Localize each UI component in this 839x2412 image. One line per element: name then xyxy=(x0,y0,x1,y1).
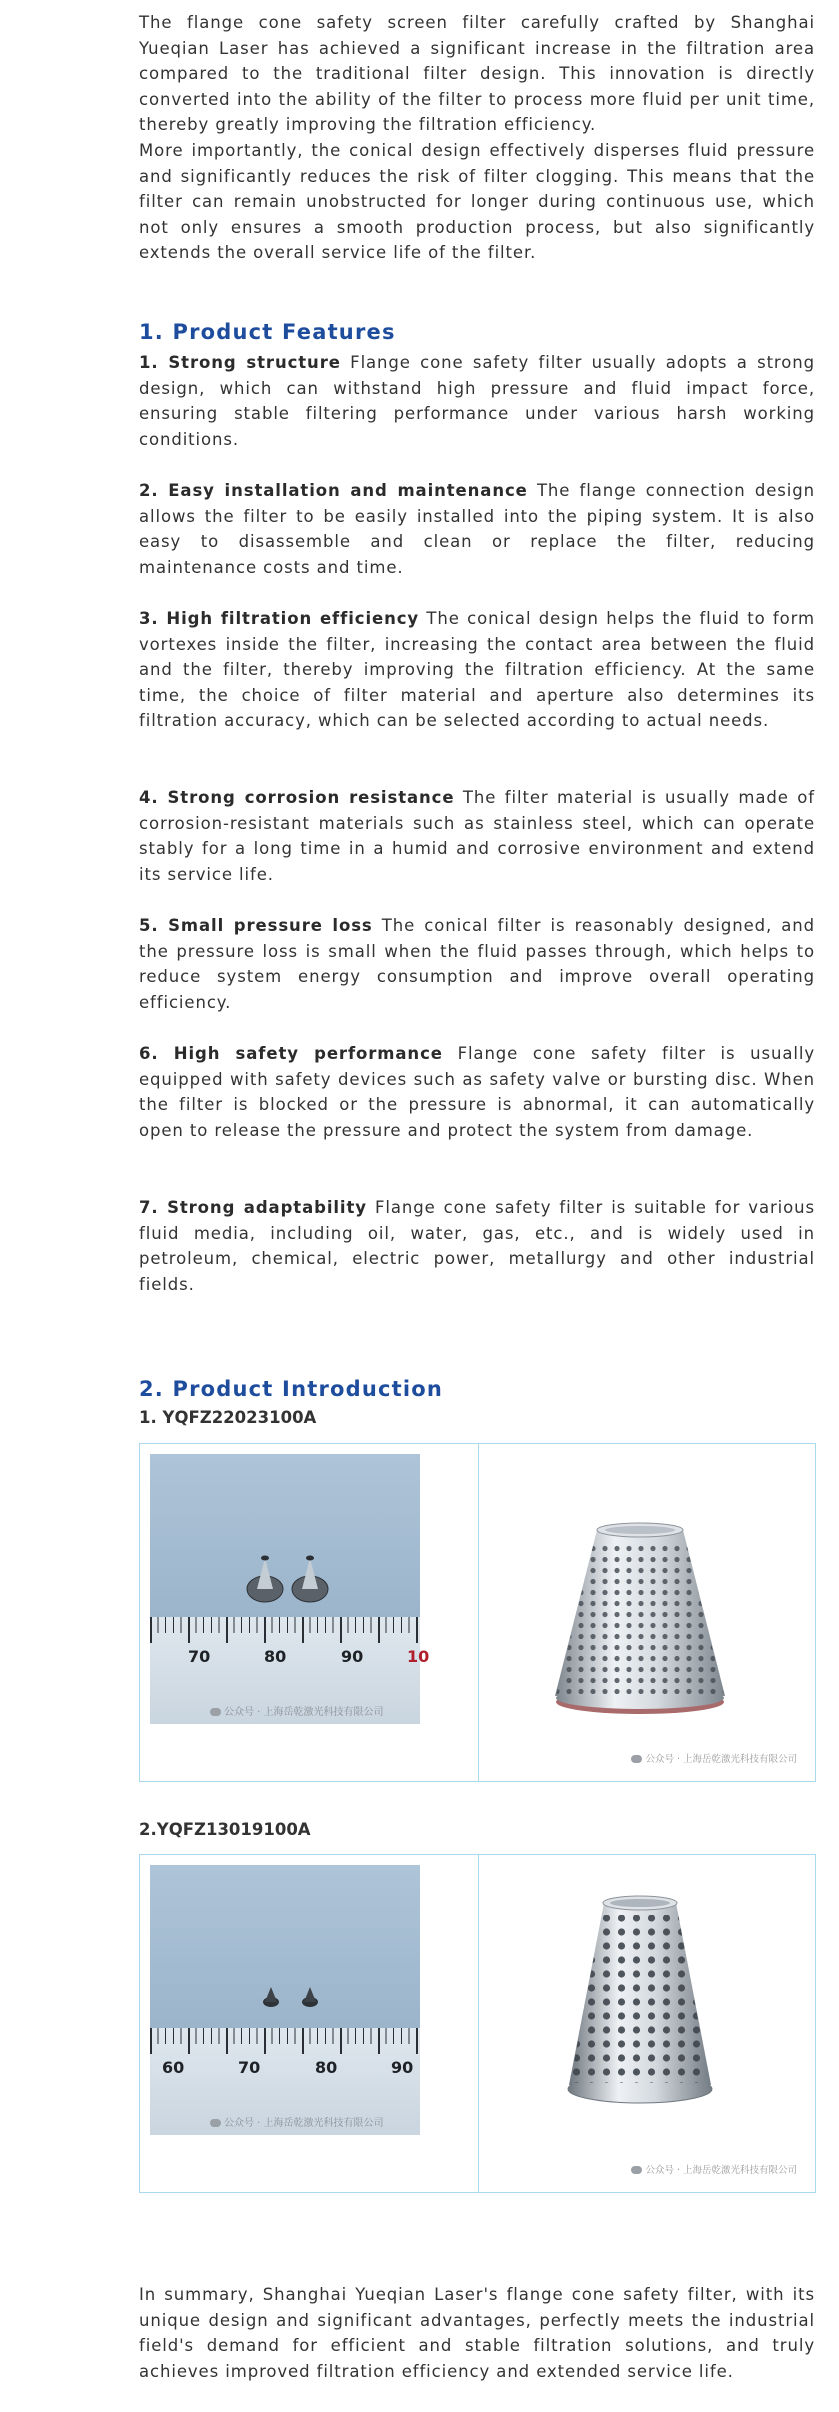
feature-text: The flange connection design allows the filter to be easily installed into the piping system. It is also easy to disassemble and clean or replace the filter, reducing maintenance costs and time. xyxy=(139,481,815,577)
wechat-icon xyxy=(210,1708,221,1716)
feature-title: 5. Small pressure loss xyxy=(139,916,373,935)
features-heading: 1. Product Features xyxy=(139,320,396,344)
product-render-cell xyxy=(478,1444,815,1781)
cone-filter-icon xyxy=(479,1444,816,1781)
feature-text: The conical filter is reasonably designed, and the pressure loss is small when the fluid passes through, which helps to reduce system energy consumption and improve overall operating efficiency. xyxy=(139,916,815,1012)
ruler xyxy=(150,1617,430,1724)
ruler-label: 10 xyxy=(407,1647,430,1666)
watermark: 公众号 · 上海岳乾激光科技有限公司 xyxy=(631,2162,797,2176)
feature-text: Flange cone safety filter is usually equipped with safety devices such as safety valve or bursting disc. When the filter is blocked or the pressure is abnormal, it can automatically open to release the pressure and protect the system from damage. xyxy=(139,1044,815,1140)
feature-text: Flange cone safety filter usually adopts a strong design, which can withstand high pressure and fluid impact force, ensuring stable filtering performance under various harsh working conditions. xyxy=(139,353,815,449)
ruler-label: 60 xyxy=(162,2058,185,2077)
product-render-cell xyxy=(478,1855,815,2192)
ruler-label: 90 xyxy=(341,1647,364,1666)
feature-title: 3. High filtration efficiency xyxy=(139,609,420,628)
watermark: 公众号 · 上海岳乾激光科技有限公司 xyxy=(210,1703,384,1718)
watermark: 公众号 · 上海岳乾激光科技有限公司 xyxy=(631,1751,797,1765)
product-model: 2.YQFZ13019100A xyxy=(139,1820,311,1839)
feature-item xyxy=(139,350,815,452)
feature-item xyxy=(139,1041,815,1143)
ruler-label: 70 xyxy=(238,2058,261,2077)
summary-paragraph: In summary, Shanghai Yueqian Laser's flange cone safety filter, with its unique design and significant advantages, perfectly meets the industrial field's demand for efficient and stable filtration solutions, and truly achieves improved filtration efficiency and extended service life. xyxy=(139,2285,815,2381)
feature-title: 6. High safety performance xyxy=(139,1044,443,1063)
product-image-table xyxy=(139,1443,816,1782)
intro-paragraph-2: More importantly, the conical design effectively disperses fluid pressure and significantly reduces the risk of filter clogging. This means that the filter can remain unobstructed for longer during continuous use, which not only ensures a smooth production process, but also significantly extends the overall service life of the filter. xyxy=(139,140,815,263)
intro-section xyxy=(139,10,815,266)
ruler-label: 80 xyxy=(315,2058,338,2077)
summary-section xyxy=(139,2282,815,2384)
ruler xyxy=(150,2028,420,2135)
watermark: 公众号 · 上海岳乾激光科技有限公司 xyxy=(210,2114,384,2129)
ruler-label: 80 xyxy=(264,1647,287,1666)
feature-item xyxy=(139,478,815,580)
intro-paragraph-1: The flange cone safety screen filter carefully crafted by Shanghai Yueqian Laser has achieved a significant increase in the filtration area compared to the traditional filter design. This innovation is directly converted into the ability of the filter to process more fluid per unit time, thereby greatly improving the filtration efficiency. xyxy=(139,13,815,135)
feature-title: 2. Easy installation and maintenance xyxy=(139,481,528,500)
ruler-photo xyxy=(150,1865,420,2135)
product-photo-cell xyxy=(140,1855,478,2192)
cone-filter-icon xyxy=(479,1855,816,2192)
product-image-table xyxy=(139,1854,816,2193)
wechat-icon xyxy=(631,2166,642,2174)
ruler-photo xyxy=(150,1454,430,1724)
wechat-icon xyxy=(210,2119,221,2127)
product-photo-cell xyxy=(140,1444,478,1781)
ruler-label: 70 xyxy=(188,1647,211,1666)
products-heading: 2. Product Introduction xyxy=(139,1377,444,1401)
feature-title: 1. Strong structure xyxy=(139,353,341,372)
products-section xyxy=(139,1377,815,1401)
feature-item xyxy=(139,1195,815,1297)
feature-item xyxy=(139,785,815,887)
features-section xyxy=(139,320,815,344)
feature-text: Flange cone safety filter is suitable for various fluid media, including oil, water, gas, etc., and is widely used in petroleum, chemical, electric power, metallurgy and other industrial fields. xyxy=(139,1198,815,1294)
product-model: 1. YQFZ22023100A xyxy=(139,1408,317,1427)
feature-item xyxy=(139,606,815,734)
feature-title: 7. Strong adaptability xyxy=(139,1198,367,1217)
wechat-icon xyxy=(631,1755,642,1763)
feature-text: The conical design helps the fluid to form vortexes inside the filter, increasing the contact area between the fluid and the filter, thereby improving the filtration efficiency. At the same time, the choice of filter material and aperture also determines its filtration accuracy, which can be selected according to actual needs. xyxy=(139,609,815,731)
ruler-label: 90 xyxy=(391,2058,414,2077)
feature-text: The filter material is usually made of corrosion-resistant materials such as stainless steel, which can operate stably for a long time in a humid and corrosive environment and extend its service life. xyxy=(139,788,815,884)
feature-item xyxy=(139,913,815,1015)
feature-title: 4. Strong corrosion resistance xyxy=(139,788,455,807)
